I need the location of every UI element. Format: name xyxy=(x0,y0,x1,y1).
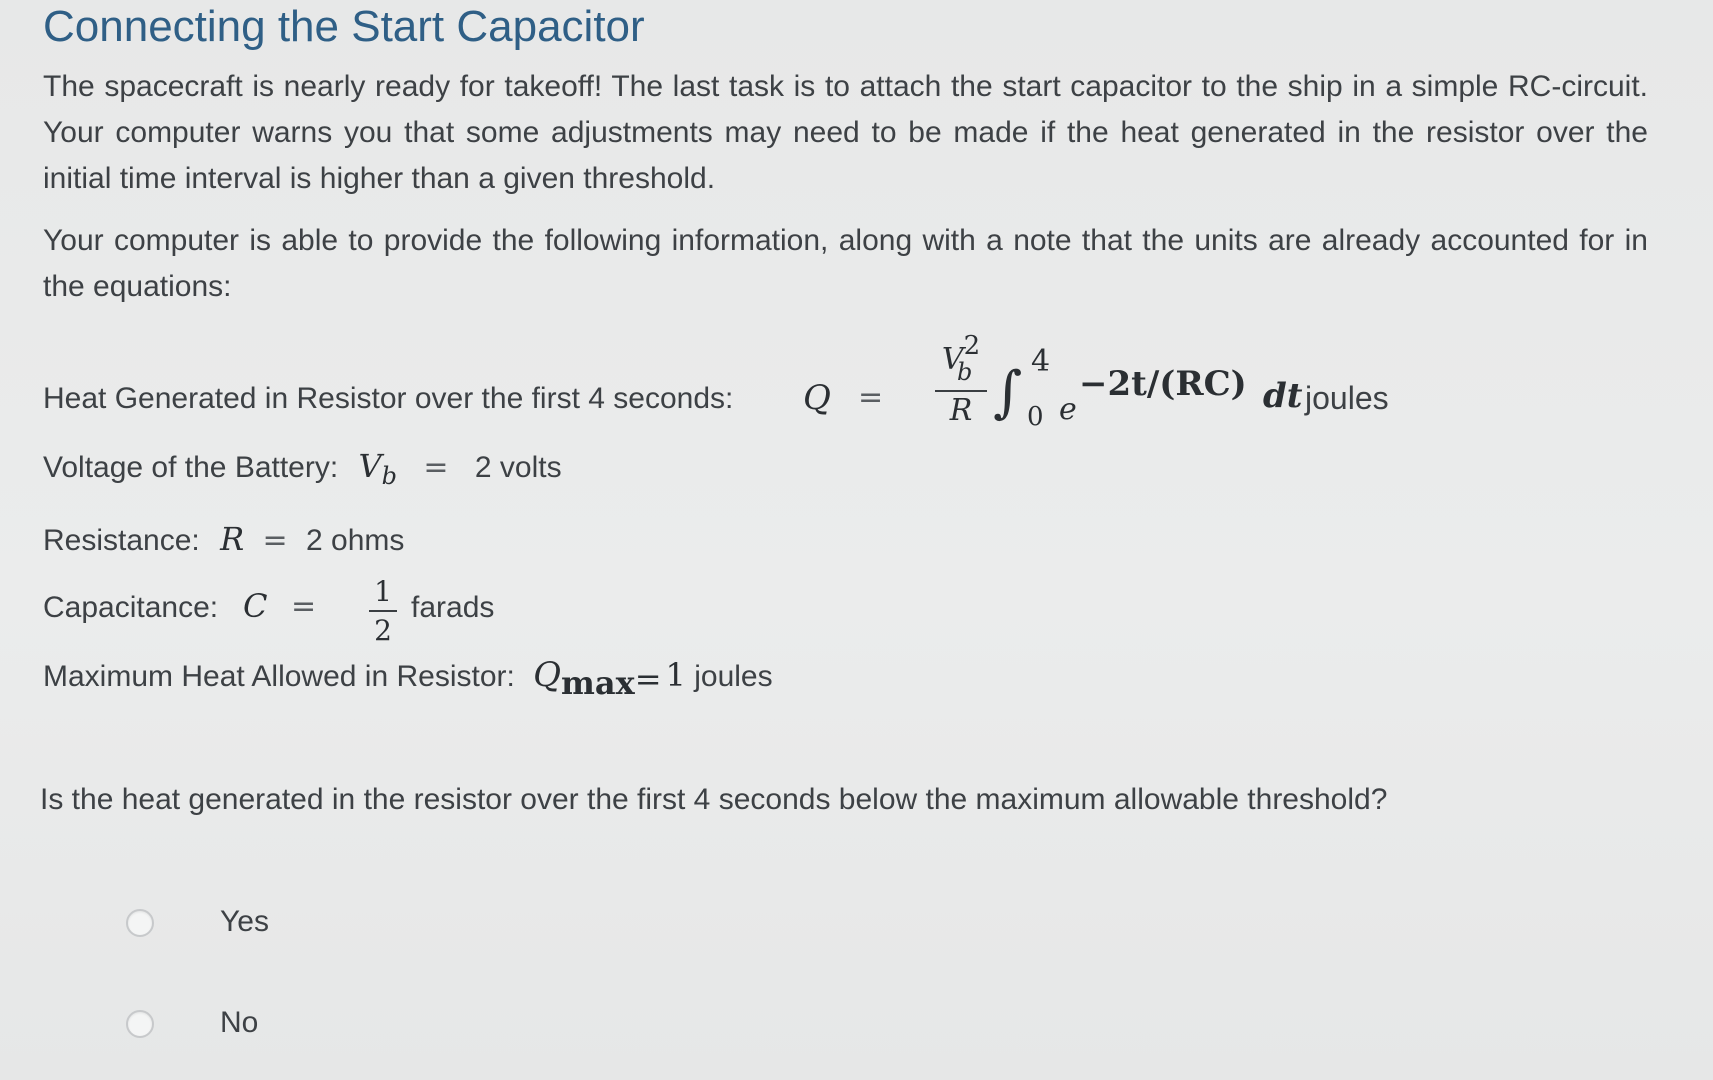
radio-yes[interactable] xyxy=(126,909,154,937)
heat-fraction xyxy=(931,330,991,430)
max-heat-symbol: Q xyxy=(533,655,562,695)
heat-symbol: Q xyxy=(803,378,831,418)
capacitance-row xyxy=(43,575,543,655)
max-heat-equals: = xyxy=(634,660,662,698)
max-heat-unit: joules xyxy=(694,660,773,693)
heat-formula-row xyxy=(43,330,1443,440)
integral-sign: ∫ xyxy=(993,360,1023,425)
resistance-label: Resistance: xyxy=(43,524,200,557)
radio-no[interactable] xyxy=(126,1010,154,1038)
capacitance-denominator: 2 xyxy=(374,614,392,647)
intro-paragraph: The spacecraft is nearly ready for takeoff! The last task is to attach the start capacitor to the ship in a simple RC-circuit. Your computer warns you that some adjustments may need to be made if the heat generated in the resistor over the initial time interval is higher than a given threshold. xyxy=(43,70,1648,195)
question-text: Is the heat generated in the resistor over the first 4 seconds below the maximum allowable threshold? xyxy=(40,783,1388,816)
info-paragraph: Your computer is able to provide the following information, along with a note that the units are already accounted for in the equations: xyxy=(43,224,1648,303)
voltage-symbol: V xyxy=(358,447,382,485)
integral-lower-limit: 0 xyxy=(1027,402,1044,432)
option-no-label[interactable]: No xyxy=(220,1006,259,1039)
heat-fraction-denominator: R xyxy=(949,393,973,428)
page-title: Connecting the Start Capacitor xyxy=(43,2,645,51)
heat-label: Heat Generated in Resistor over the first 4 seconds: xyxy=(43,382,734,415)
option-yes-label[interactable]: Yes xyxy=(220,905,269,938)
capacitance-numerator: 1 xyxy=(374,575,392,608)
capacitance-unit: farads xyxy=(411,591,495,624)
exponent: −2t/(RC) xyxy=(1079,364,1247,404)
voltage-sub: b xyxy=(381,462,398,490)
voltage-equals: = xyxy=(423,450,449,485)
capacitance-symbol: C xyxy=(243,587,268,625)
heat-equals: = xyxy=(858,380,884,415)
resistance-equals: = xyxy=(262,523,288,558)
voltage-label: Voltage of the Battery: xyxy=(43,451,339,484)
resistance-row xyxy=(43,520,404,558)
resistance-value: 2 ohms xyxy=(306,524,405,557)
voltage-var: V xyxy=(941,342,964,377)
integral-upper-limit: 4 xyxy=(1031,344,1051,379)
capacitance-equals: = xyxy=(291,589,317,624)
heat-fraction-numerator xyxy=(931,330,991,386)
max-heat-row xyxy=(43,655,773,702)
capacitance-label: Capacitance: xyxy=(43,591,219,624)
power: 2 xyxy=(963,331,981,361)
max-heat-value: 1 xyxy=(665,656,686,694)
differential: dt xyxy=(1263,376,1303,416)
subscript: b xyxy=(957,358,973,386)
max-heat-label: Maximum Heat Allowed in Resistor: xyxy=(43,660,515,693)
voltage-value: 2 volts xyxy=(474,451,562,484)
fraction-bar xyxy=(369,610,397,612)
max-heat-sub: max xyxy=(561,664,635,702)
exp-base: e xyxy=(1059,392,1077,427)
resistance-symbol: R xyxy=(220,520,245,558)
voltage-row xyxy=(43,447,562,490)
heat-unit: joules xyxy=(1305,380,1389,416)
capacitance-fraction xyxy=(369,575,397,647)
